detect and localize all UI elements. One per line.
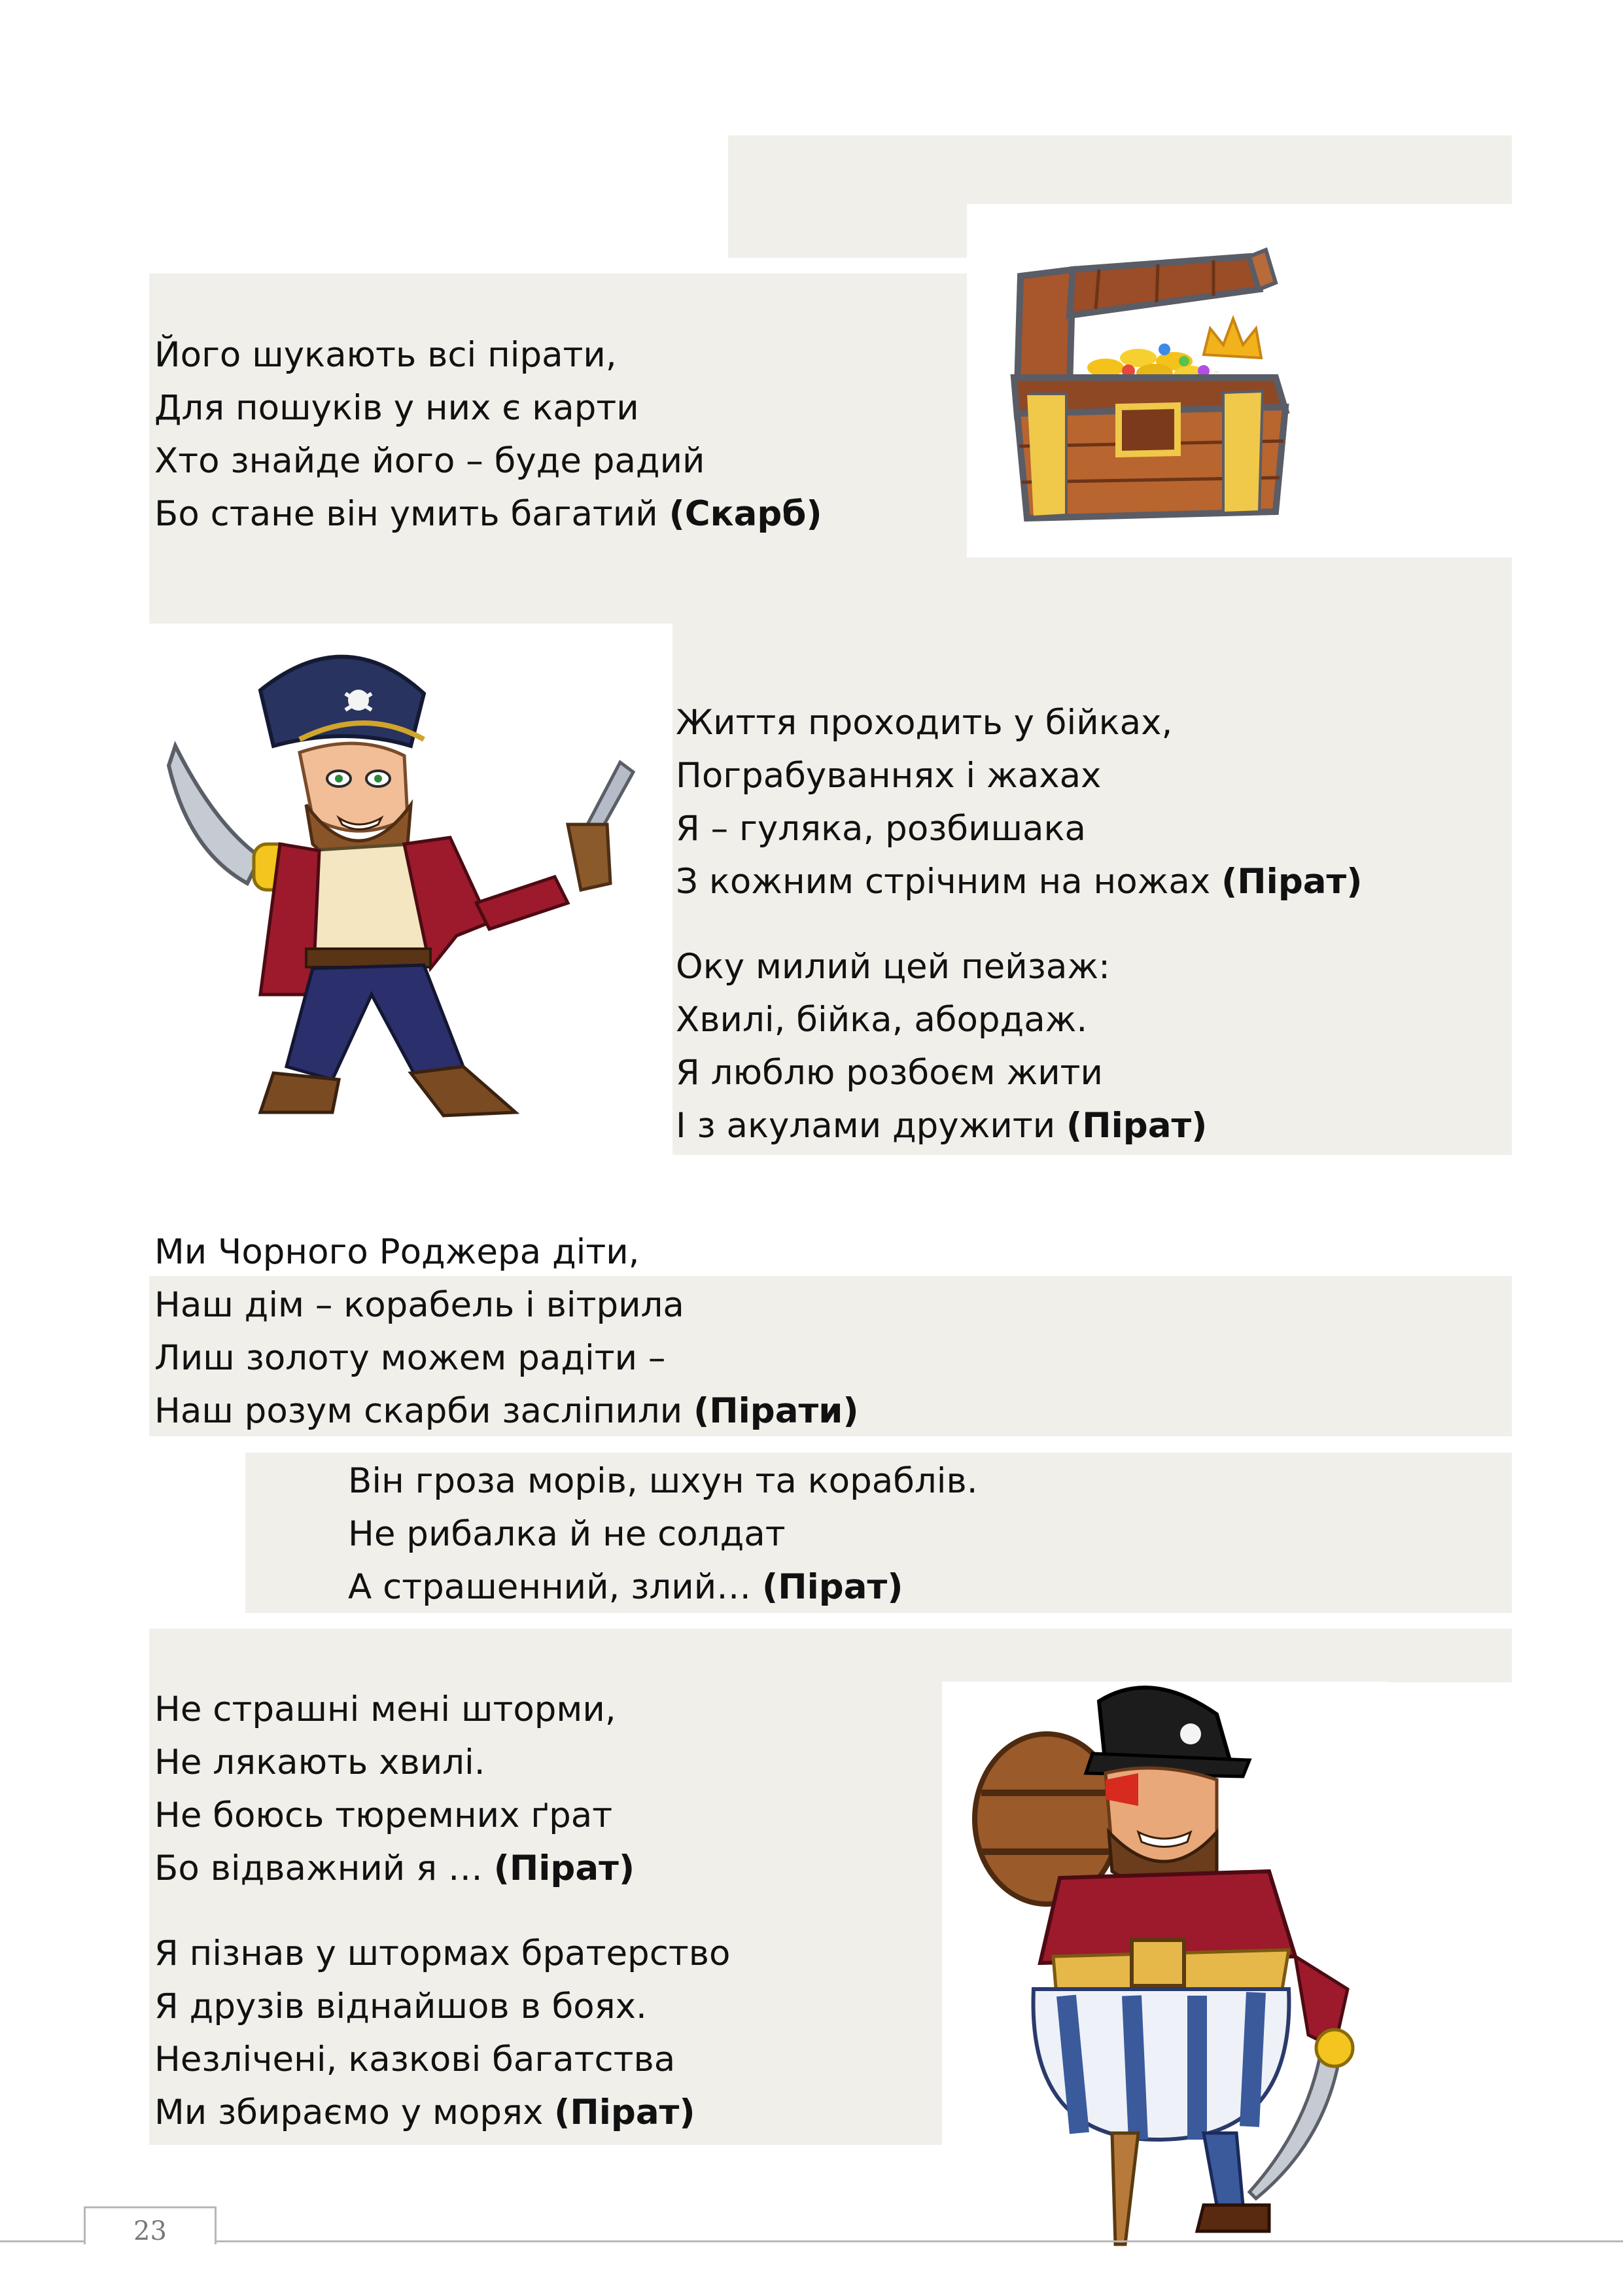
riddle-7-line-4-text: Ми збираємо у морях: [154, 2093, 544, 2132]
riddle-5-line-1: Він гроза морів, шхун та кораблів.: [348, 1461, 978, 1501]
riddle-7: [154, 1927, 730, 2139]
riddle-2-line-3: Я – гуляка, розбишака: [676, 809, 1087, 849]
riddle-3-line-2: Хвилі, бійка, абордаж.: [676, 1000, 1088, 1040]
riddle-6-line-4-text: Бо відважний я …: [154, 1848, 483, 1888]
riddle-6-line-3: Не боюсь тюремних ґрат: [154, 1795, 613, 1835]
riddle-7-answer: (Пірат): [554, 2093, 695, 2132]
page-number: 23: [84, 2206, 217, 2244]
riddle-4-line-4-text: Наш розум скарби засліпили: [154, 1391, 683, 1431]
riddle-3-line-1: Оку милий цей пейзаж:: [676, 947, 1110, 987]
footer-rule: [0, 2240, 1623, 2242]
riddle-7-line-2: Я друзів віднайшов в боях.: [154, 1987, 647, 2026]
riddle-7-line-4: [154, 2086, 730, 2139]
riddle-6-answer: (Пірат): [493, 1848, 635, 1888]
riddle-4-line-4: [154, 1385, 859, 1438]
riddle-4-answer: (Пірати): [693, 1391, 859, 1431]
riddle-6-line-4: [154, 1842, 635, 1895]
riddle-4-line-3: Лиш золоту можем радіти –: [154, 1338, 666, 1378]
riddle-3: [676, 940, 1207, 1152]
riddle-3-line-4: [676, 1099, 1207, 1152]
header-panel-lower: [728, 204, 967, 258]
riddle-7-line-1: Я пізнав у штормах братерство: [154, 1934, 731, 1973]
riddle-1-line-2: Для пошуків у них є карти: [154, 388, 639, 428]
riddle-2-answer: (Пірат): [1221, 862, 1363, 902]
riddle-6-top-panel: [149, 1629, 1512, 1682]
riddle-5-line-2: Не рибалка й не солдат: [348, 1514, 786, 1554]
riddle-1: [154, 328, 822, 540]
riddle-1-answer: (Скарб): [669, 494, 822, 534]
riddle-2-line-4-text: З кожним стрічним на ножах: [676, 862, 1211, 902]
riddle-5-line-3-text: А страшенний, злий…: [348, 1567, 752, 1607]
riddle-1-line-4: [154, 487, 822, 540]
riddle-1-line-1: Його шукають всі пірати,: [154, 335, 617, 375]
riddle-3-line-3: Я люблю розбоєм жити: [676, 1053, 1103, 1093]
riddle-4-line-1: Ми Чорного Роджера діти,: [154, 1232, 640, 1272]
riddle-5-line-3: [348, 1561, 978, 1614]
riddle-7-line-3: Незлічені, казкові багатства: [154, 2040, 676, 2079]
riddle-5: [348, 1455, 978, 1614]
treasure-chest-illustration: [988, 237, 1328, 530]
riddle-3-answer: (Пірат): [1066, 1106, 1208, 1146]
header-panel: [728, 135, 1512, 204]
riddle-4: [154, 1226, 859, 1438]
riddle-6-line-1: Не страшні мені шторми,: [154, 1689, 616, 1729]
riddle-5-answer: (Пірат): [762, 1567, 903, 1607]
riddle-3-line-4-text: І з акулами дружити: [676, 1106, 1056, 1146]
riddle-2-line-2: Пограбуваннях і жахах: [676, 756, 1102, 796]
riddle-4-line-2: Наш дім – корабель і вітрила: [154, 1285, 684, 1325]
riddle-1-panel-right: [967, 557, 1512, 624]
riddle-1-line-4-text: Бо стане він умить багатий: [154, 494, 658, 534]
riddle-1-line-3: Хто знайде його – буде радий: [154, 441, 705, 481]
riddle-2: [676, 696, 1362, 908]
riddle-6: [154, 1683, 635, 1895]
riddle-6-line-2: Не лякають хвилі.: [154, 1742, 485, 1782]
pirate-with-sword-illustration: [149, 628, 672, 1139]
pirate-with-barrel-illustration: [942, 1682, 1387, 2251]
riddle-2-line-4: [676, 855, 1362, 908]
riddle-2-line-1: Життя проходить у бійках,: [676, 703, 1173, 743]
